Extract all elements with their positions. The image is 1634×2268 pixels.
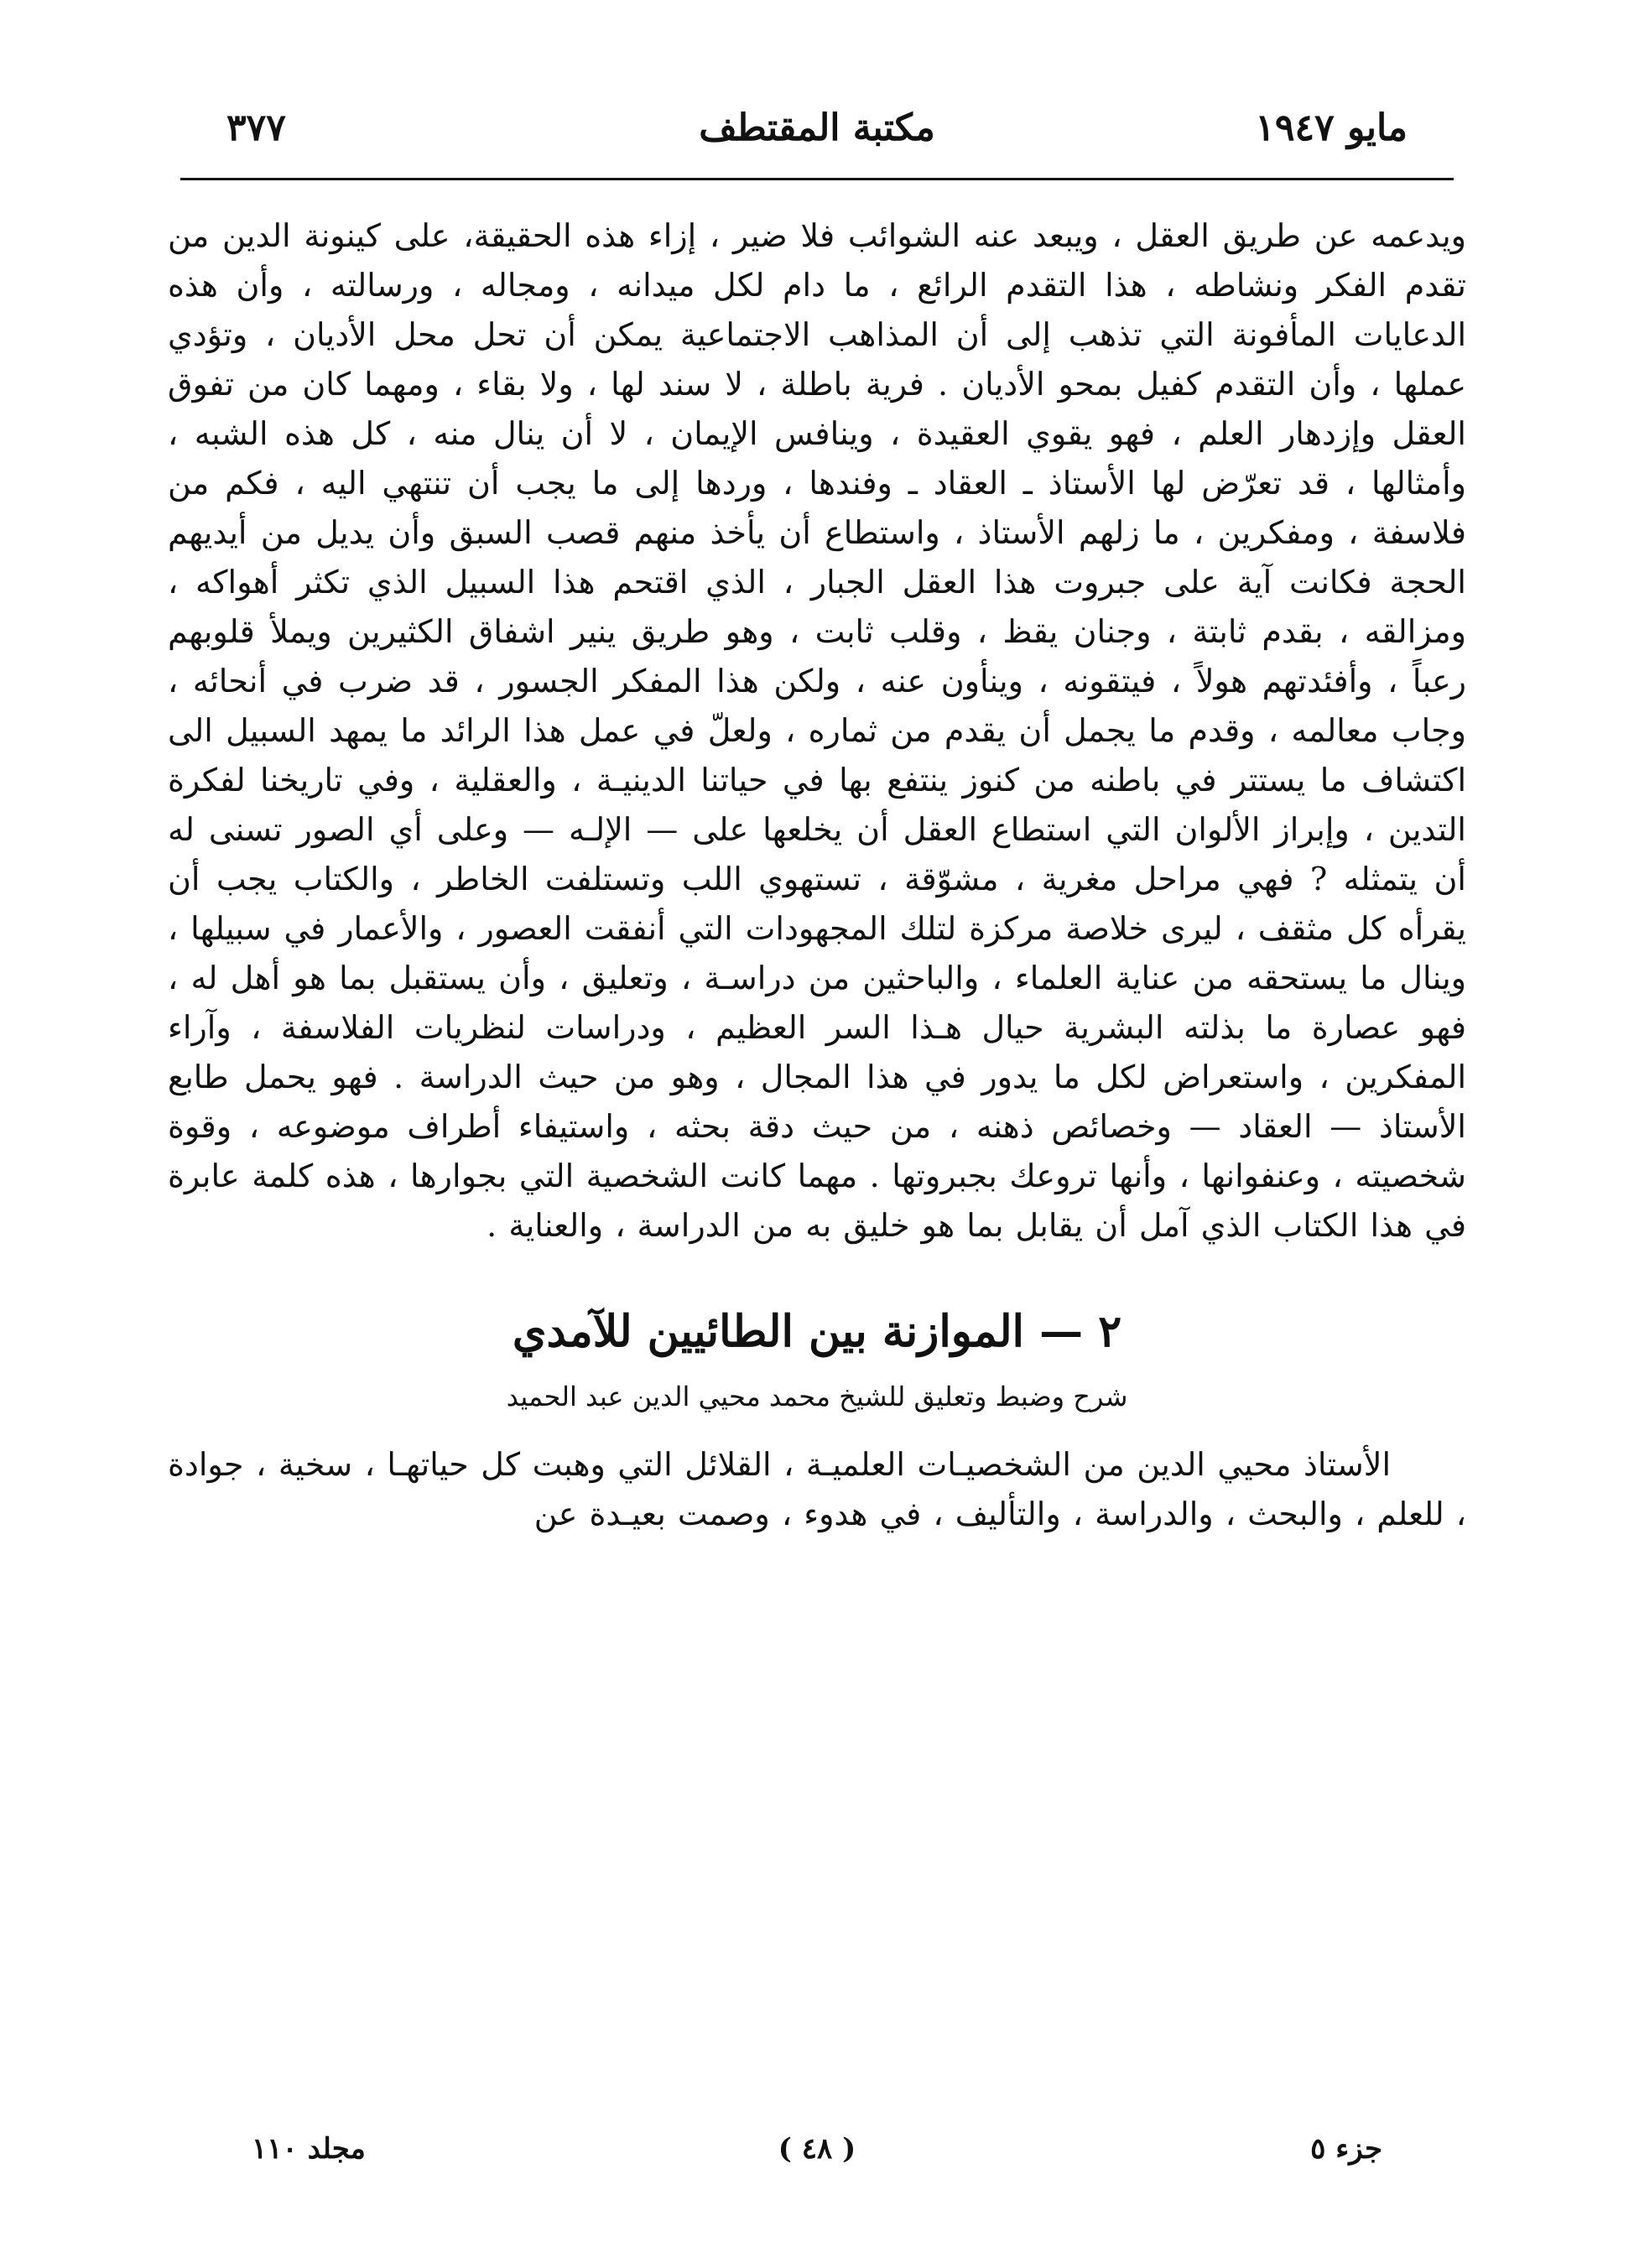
footer-part: جزء ٥	[1310, 2132, 1382, 2166]
page-footer	[252, 2124, 1382, 2174]
header-date: مايو ١٩٤٧	[1255, 107, 1408, 149]
section-subtitle: شرح وضبط وتعليق للشيخ محمد محيي الدين عبد الحميد	[506, 1381, 1128, 1412]
paragraph-review-continuation: ويدعمه عن طريق العقل ، ويبعد عنه الشوائب فلا ضير ، إزاء هذه الحقيقة، على كينونة الدين من تقدم الفكر ونشاطه ، هذا التقدم الرائع ، ما دام لكل ميدانه ، ومجاله ، ورسالته ، وأن هذه الدعايات المأفونة التي تذهب إلى أن المذاهب الاجتماعية يمكن أن تحل محل الأديان ، وتؤدي عملها ، وأن التقدم كفيل بمحو الأديان . فرية باطلة ، لا سند لها ، ولا بقاء ، ومهما كان من تفوق العقل وإزدهار العلم ، فهو يقوي العقيدة ، وينافس الإيمان ، لا أن ينال منه ، كل هذه الشبه ، وأمثالها ، قد تعرّض لها الأستاذ ـ العقاد ـ وفندها ، وردها إلى ما يجب أن تنتهي اليه ، فكم من فلاسفة ، ومفكرين ، ما زلهم الأستاذ ، واستطاع أن يأخذ منهم قصب السبق وأن يديل من أيديهم الحجة فكانت آية على جبروت هذا العقل الجبار ، الذي اقتحم هذا السبيل الذي تكثر أهواكه ، ومزالقه ، بقدم ثابتة ، وجنان يقظ ، وقلب ثابت ، وهو طريق ينير اشفاق الكثيرين ويملأ قلوبهم رعباً ، وأفئدتهم هولاً ، فيتقونه ، وينأون عنه ، ولكن هذا المفكر الجسور ، قد ضرب في أنحائه ، وجاب معالمه ، وقدم ما يجمل أن يقدم من ثماره ، ولعلّ في عمل هذا الرائد ما يمهد السبيل الى اكتشاف ما يستتر في باطنه من كنوز ينتفع بها في حياتنا الدينيـة ، والعقلية ، وفي تاريخنا لفكرة التدين ، وإبراز الألوان التي استطاع العقل أن يخلعها على — الإلـه — وعلى أي الصور تسنى له أن يتمثله ? فهي مراحل مغرية ، مشوّقة ، تستهوي اللب وتستلفت الخاطر ، والكتاب يجب أن يقرأه كل مثقف ، ليرى خلاصة مركزة لتلك المجهودات التي أنفقت العصور ، والأعمار في سبيلها ، وينال ما يستحقه من عناية العلماء ، والباحثين من دراسـة ، وتعليق ، وأن يستقبل بما هو أهل له ، فهو عصارة ما بذلته البشرية حيال هـذا السر العظيم ، ودراسات لنظريات الفلاسفة ، وآراء المفكرين ، واستعراض لكل ما يدور في هذا المجال ، وهو من حيث الدراسة . فهو يحمل طابع الأستاذ — العقاد — وخصائص ذهنه ، من حيث دقة بحثه ، واستيفاء أطراف موضوعه ، وقوة شخصيته ، وعنفوانها ، وأنها تروعك بجبروتها . مهما كانت الشخصية التي بجوارها ، هذه كلمة عابرة في هذا الكتاب الذي آمل أن يقابل بما هو خليق به من الدراسة ، والعناية .	[168, 217, 1466, 1244]
header-rule	[180, 178, 1454, 180]
paragraph-review-intro: الأستاذ محيي الدين من الشخصيـات العلميـة ، القلائل التي وهبت كل حياتهـا ، سخية ، جوادة ، للعلم ، والبحث ، والدراسة ، والتأليف ، في هدوء ، وصمت بعيـدة عن	[168, 1446, 1466, 1532]
footer-page: ( ٤٨ )	[778, 2132, 856, 2166]
header-title: مكتبة المقتطف	[699, 107, 935, 149]
header-page-number: ٣٧٧	[226, 107, 286, 149]
section-heading: ٢ — الموازنة بين الطائيين للآمدي	[512, 1306, 1122, 1357]
body-text	[168, 211, 1466, 1539]
running-header	[226, 99, 1408, 158]
footer-volume: مجلد ١١٠	[252, 2132, 366, 2166]
